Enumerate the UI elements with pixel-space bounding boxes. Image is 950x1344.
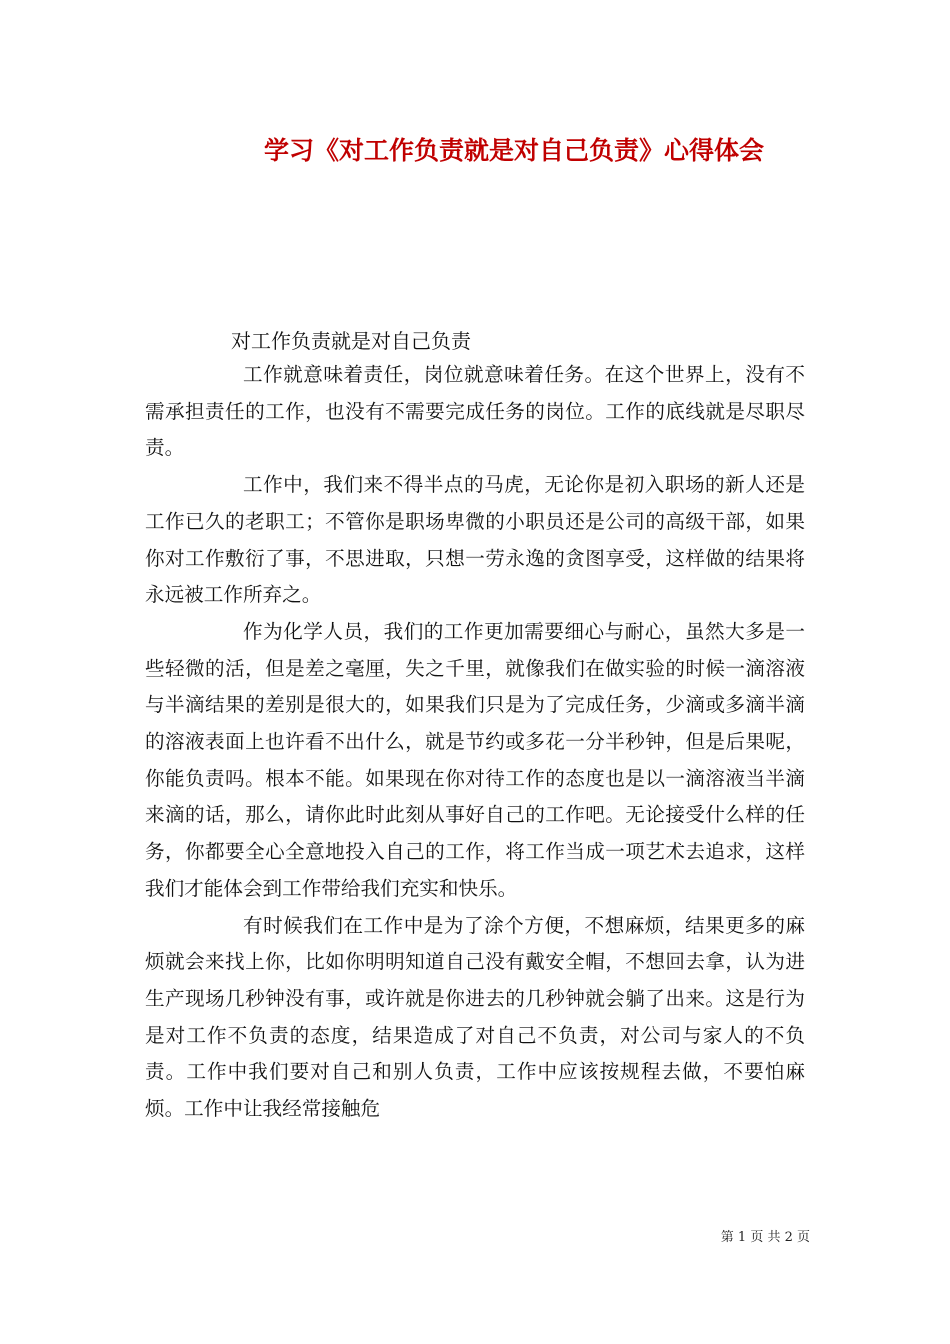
document-subtitle: 对工作负责就是对自己负责 [231, 329, 471, 353]
paragraph: 有时候我们在工作中是为了涂个方便，不想麻烦，结果更多的麻烦就会来找上你，比如你明明知道自己没有戴安全帽，不想回去拿，认为进生产现场几秒钟没有事，或许就是你进去的几秒钟就会躺了出来。这是行为是对工作不负责的态度，结果造成了对自己不负责，对公司与家人的不负责。工作中我们要对自己和别人负责，工作中应该按规程去做，不要怕麻烦。工作中让我经常接触危 [145, 913, 805, 1121]
paragraph: 工作就意味着责任，岗位就意味着任务。在这个世界上，没有不需承担责任的工作，也没有不需要完成任务的岗位。工作的底线就是尽职尽责。 [145, 363, 805, 460]
paragraph: 作为化学人员，我们的工作更加需要细心与耐心，虽然大多是一些轻微的活，但是差之毫厘，失之千里，就像我们在做实验的时候一滴溶液与半滴结果的差别是很大的，如果我们只是为了完成任务，少滴或多滴半滴的溶液表面上也许看不出什么，就是节约或多花一分半秒钟，但是后果呢，你能负责吗。根本不能。如果现在你对待工作的态度也是以一滴溶液当半滴来滴的话，那么，请你此时此刻从事好自己的工作吧。无论接受什么样的任务，你都要全心全意地投入自己的工作，将工作当成一项艺术去追求，这样我们才能体会到工作带给我们充实和快乐。 [145, 619, 805, 900]
title-area [0, 0, 950, 200]
page-number-footer: 第 1 页 共 2 页 [720, 1230, 810, 1245]
document-title: 学习《对工作负责就是对自己负责》心得体会 [263, 136, 764, 165]
document-body [145, 357, 805, 1128]
paragraph: 工作中，我们来不得半点的马虎，无论你是初入职场的新人还是工作已久的老职工；不管你是职场卑微的小职员还是公司的高级干部，如果你对工作敷衍了事，不思进取，只想一劳永逸的贪图享受，这样做的结果将永远被工作所弃之。 [145, 473, 805, 607]
